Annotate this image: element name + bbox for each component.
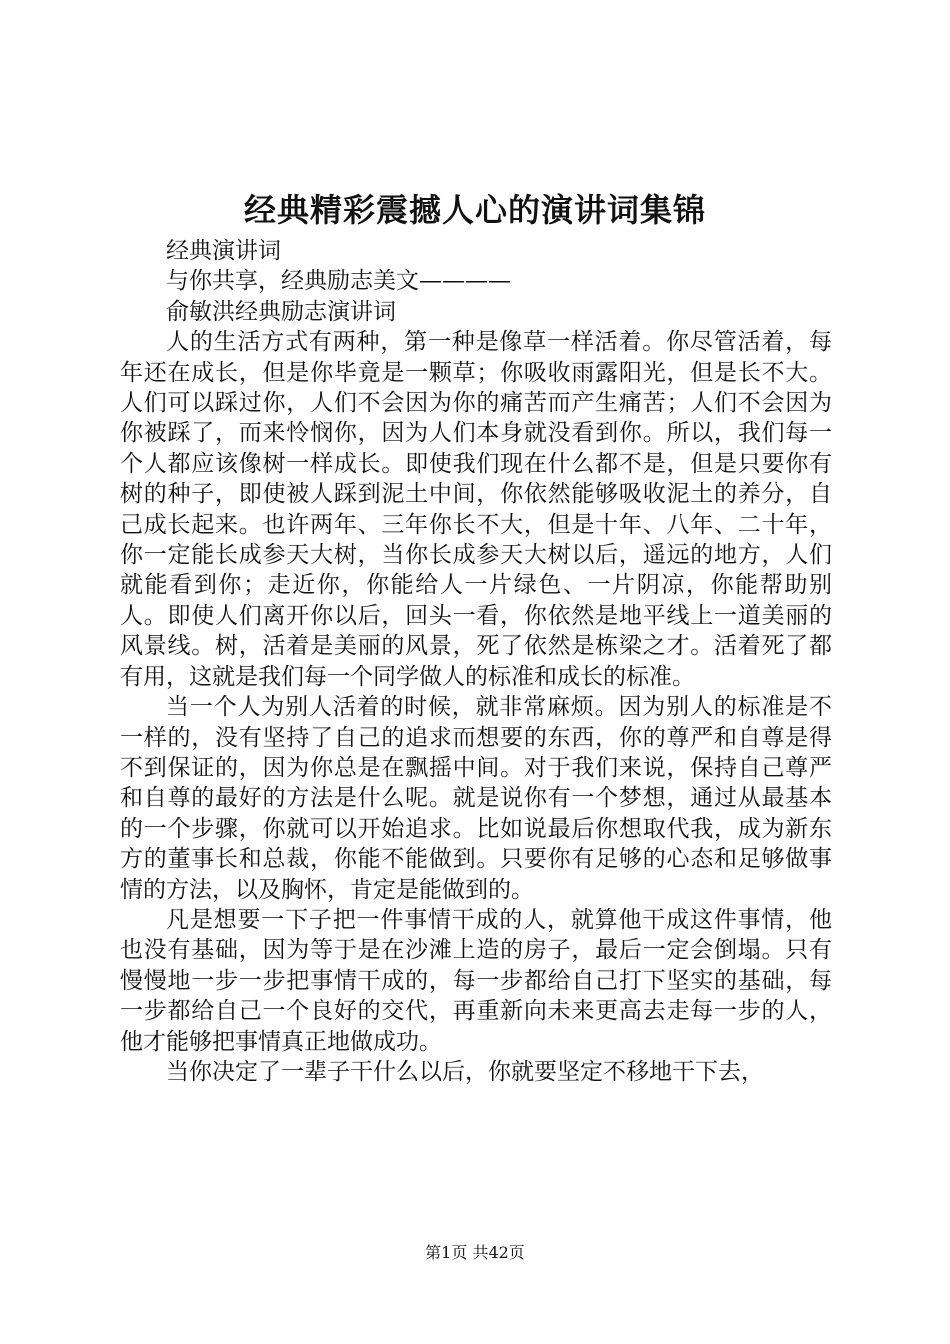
subheading-classic-speech: 经典演讲词 (166, 238, 281, 264)
body-paragraph: 当一个人为别人活着的时候，就非常麻烦。因为别人的标准是不一样的，没有坚持了自己的追求而想要的东西，你的尊严和自尊是得不到保证的，因为你总是在飘摇中间。对于我们来说，保持自己尊严和自尊的最好的方法是什么呢。就是说你有一个梦想，通过从最基本的一个步骤，你就可以开始追求。比如说最后你想取代我，成为新东方的董事长和总裁，你能不能做到。只要你有足够的心态和足够做事情的方法，以及胸怀，肯定是能做到的。 (120, 694, 832, 903)
body-paragraph: 凡是想要一下子把一件事情干成的人，就算他干成这件事情，他也没有基础，因为等于是在沙滩上造的房子，最后一定会倒塌。只有慢慢地一步一步把事情干成的，每一步都给自己打下坚实的基础，每一步都给自己一个良好的交代，再重新向未来更高去走每一步的人，他才能够把事情真正地做成功。 (120, 906, 832, 1055)
subheading-share: 与你共享，经典励志美文———— (166, 268, 511, 295)
page-number-footer: 第1页 共42页 (425, 1243, 525, 1262)
body-paragraph: 人的生活方式有两种，第一种是像草一样活着。你尽管活着，每年还在成长，但是你毕竟是一颗草；你吸收雨露阳光，但是长不大。人们可以踩过你，人们不会因为你的痛苦而产生痛苦；人们不会因为你被踩了，而来怜悯你，因为人们本身就没看到你。所以，我们每一个人都应该像树一样成长。即使我们现在什么都不是，但是只要你有树的种子，即使被人踩到泥土中间，你依然能够吸收泥土的养分，自己成长起来。也许两年、三年你长不大，但是十年、八年、二十年，你一定能长成参天大树，当你长成参天大树以后，遥远的地方，人们就能看到你；走近你，你能给人一片绿色、一片阴凉，你能帮助别人。即使人们离开你以后，回头一看，你依然是地平线上一道美丽的风景线。树，活着是美丽的风景，死了依然是栋梁之才。活着死了都有用，这就是我们每一个同学做人的标准和成长的标准。 (120, 329, 832, 690)
document-title: 经典精彩震撼人心的演讲词集锦 (243, 191, 706, 229)
body-paragraph: 当你决定了一辈子干什么以后，你就要坚定不移地干下去， (166, 1058, 764, 1085)
subheading-speech-author: 俞敏洪经典励志演讲词 (166, 298, 396, 325)
document-body (120, 236, 832, 1087)
